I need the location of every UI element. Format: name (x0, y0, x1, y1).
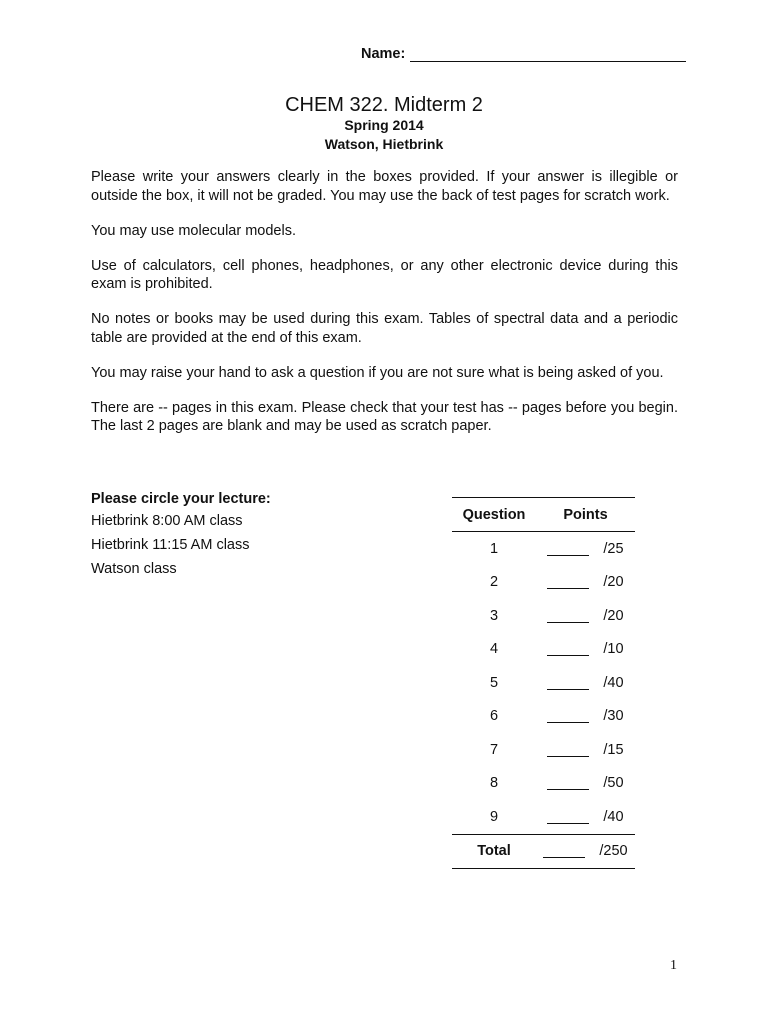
instruction-paragraph: You may raise your hand to ask a question if you are not sure what is being asked of you. (91, 364, 664, 381)
lecture-selection (91, 491, 271, 584)
instruction-paragraph: Please write your answers clearly in the boxes provided. If your answer is illegible or outside the box, it will not be graded. You may use the back of test pages for scratch work. (91, 169, 678, 204)
score-blank[interactable] (547, 641, 589, 656)
question-number: 6 (489, 708, 499, 725)
table-row (452, 633, 635, 667)
max-points: /30 (603, 708, 624, 725)
score-blank[interactable] (547, 742, 589, 757)
max-points: /20 (603, 574, 624, 591)
exam-term: Spring 2014 (344, 117, 424, 133)
total-score-blank[interactable] (543, 843, 585, 858)
score-blank[interactable] (547, 708, 589, 723)
score-blank[interactable] (547, 541, 589, 556)
instruction-paragraph: You may use molecular models. (91, 222, 296, 239)
question-header: Question (452, 498, 536, 532)
table-row (452, 599, 635, 633)
question-number: 2 (489, 574, 499, 591)
score-blank[interactable] (547, 574, 589, 589)
table-row (452, 566, 635, 600)
instructions (91, 168, 678, 452)
name-label: Name: (361, 46, 406, 62)
question-number: 3 (489, 607, 499, 624)
instruction-paragraph: No notes or books may be used during this exam. Tables of spectral data and a periodic table are provided at the end of this exam. (91, 311, 678, 346)
exam-instructors: Watson, Hietbrink (324, 136, 444, 152)
instruction-paragraph: Use of calculators, cell phones, headphones, or any other electronic device during this exam is prohibited. (91, 257, 678, 292)
table-row (452, 733, 635, 767)
max-points: /20 (603, 607, 624, 624)
score-table (452, 497, 635, 869)
lecture-option[interactable]: Hietbrink 11:15 AM class (91, 537, 250, 553)
name-field-row (361, 45, 686, 62)
table-row (452, 800, 635, 834)
lecture-option[interactable]: Hietbrink 8:00 AM class (91, 513, 243, 529)
max-points: /15 (603, 741, 624, 758)
table-row (452, 767, 635, 801)
page-number: 1 (670, 958, 677, 973)
score-table-header (452, 498, 635, 532)
name-blank-line[interactable] (410, 45, 686, 62)
table-row (452, 532, 635, 566)
max-points: /40 (603, 808, 624, 825)
exam-title: CHEM 322. Midterm 2 (285, 94, 483, 116)
score-blank[interactable] (547, 608, 589, 623)
max-points: /50 (603, 775, 624, 792)
total-max-points: /250 (599, 843, 628, 860)
points-header: Points (536, 498, 635, 532)
total-row (452, 834, 635, 869)
question-number: 5 (489, 674, 499, 691)
total-label: Total (452, 834, 536, 869)
max-points: /25 (603, 540, 624, 557)
score-blank[interactable] (547, 809, 589, 824)
table-row (452, 666, 635, 700)
score-blank[interactable] (547, 675, 589, 690)
table-row (452, 700, 635, 734)
score-blank[interactable] (547, 775, 589, 790)
instruction-paragraph: There are -- pages in this exam. Please check that your test has -- pages before you begin. The last 2 pages are blank and may be used as scratch paper. (91, 399, 678, 434)
question-number: 9 (489, 808, 499, 825)
question-number: 8 (489, 775, 499, 792)
max-points: /10 (603, 641, 624, 658)
lecture-option[interactable]: Watson class (91, 561, 177, 577)
question-number: 4 (489, 641, 499, 658)
question-number: 1 (489, 540, 499, 557)
question-number: 7 (489, 741, 499, 758)
lecture-heading: Please circle your lecture: (91, 491, 271, 507)
max-points: /40 (603, 674, 624, 691)
